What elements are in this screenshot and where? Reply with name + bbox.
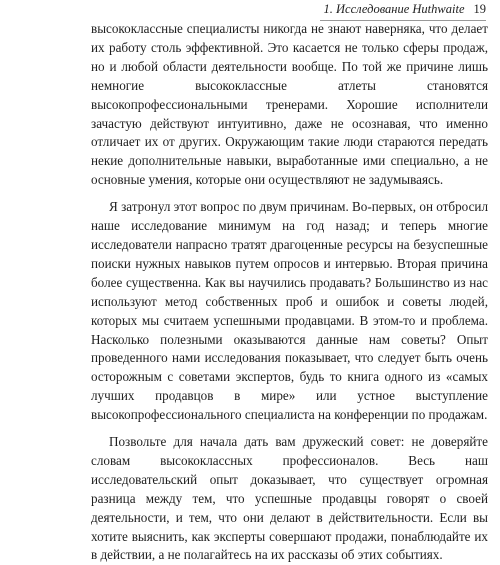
paragraph: Позвольте для начала дать вам дружеский совет: не доверяйте словам высококлассных профессионалов. Весь наш исследовательский опыт доказывает, что существует огромная разница между тем, что успешные продавцы говорят о своей деятельности, и тем, что они делают в действительности. Если вы хотите выяснить, как эксперты совершают продажи, понаблюдайте их в действии, а не полагайтесь на их рассказы об этих событиях. — [91, 434, 488, 563]
paragraph: высококлассные специалисты никогда не знают наверняка, что делает их работу столь эффективной. Это касается не только сферы продаж, но и любой области деятельности вообще. По той же причине лишь немногие высококлассные атлеты становятся высокопрофессиональными тренерами. Хорошие исполнители зачастую действуют интуитивно, даже не осознавая, что именно отличает их от других. Окружающим такие люди стараются передать некие дополнительные навыки, выработанные ими специально, а не основные умения, которые они осуществляют не задумываясь. — [91, 21, 488, 188]
running-header — [324, 2, 487, 17]
running-title: 1. Исследование Huthwaite — [323, 2, 465, 16]
page-number: 19 — [473, 2, 486, 16]
paragraph: Я затронул этот вопрос по двум причинам. Во-первых, он отбросил наше исследование минимум на год назад; и теперь многие исследователи напрасно тратят драгоценные ресурсы на безуспешные поиски нужных навыков путем опросов и интервью. Вторая причина более существенна. Как вы научились продавать? Большинство из нас используют метод собственных проб и ошибок и советы людей, которых мы считаем успешными продавцами. В этом-то и проблема. Насколько полезными оказываются данные нам советы? Опыт проведенного нами исследования показывает, что следует быть очень осторожным с советами экспертов, будь то книга одного из «самых лучших продавцов в мире» или устное выступление высокопрофессионального специалиста на конференции по продажам. — [91, 199, 488, 423]
body-text — [91, 20, 488, 565]
